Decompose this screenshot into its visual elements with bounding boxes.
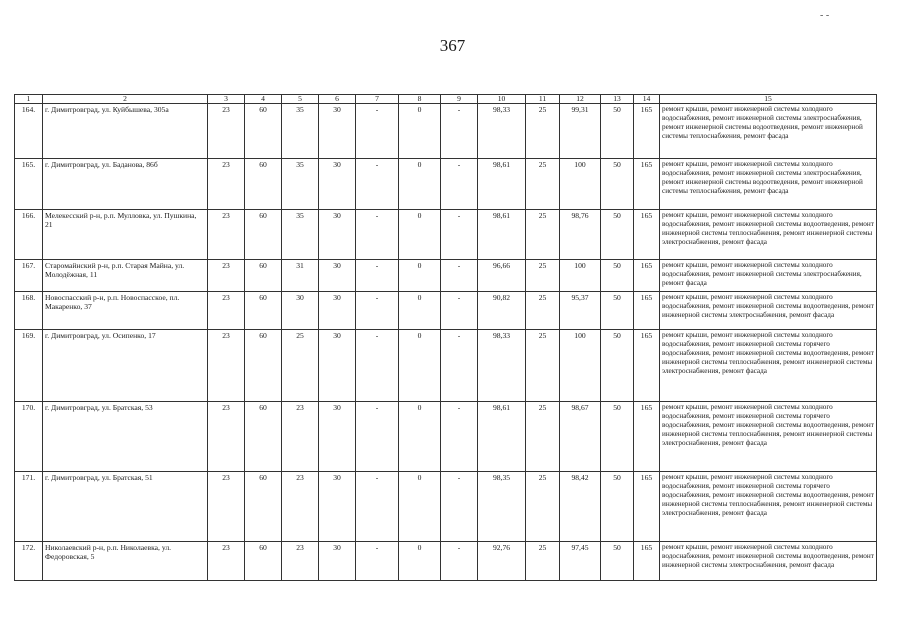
value-cell: -	[356, 472, 399, 542]
value-cell: 25	[282, 330, 319, 402]
value-cell: -	[356, 104, 399, 159]
value-cell: 25	[526, 402, 560, 472]
value-cell: 60	[245, 472, 282, 542]
value-cell: 23	[282, 402, 319, 472]
value-cell: -	[441, 472, 478, 542]
address-cell: г. Димитровград, ул. Братская, 53	[43, 402, 208, 472]
value-cell: 97,45	[560, 542, 601, 581]
value-cell: 60	[245, 292, 282, 330]
value-cell: 50	[601, 402, 634, 472]
value-cell: 98,42	[560, 472, 601, 542]
table-row	[15, 159, 877, 210]
value-cell: 50	[601, 260, 634, 292]
value-cell: 25	[526, 104, 560, 159]
works-cell: ремонт крыши, ремонт инженерной системы холодного водоснабжения, ремонт инженерной системы электроснабжения, ремонт фасада	[660, 260, 877, 292]
value-cell: 30	[319, 104, 356, 159]
works-cell: ремонт крыши, ремонт инженерной системы холодного водоснабжения, ремонт инженерной системы электроснабжения, ремонт инженерной системы водоотведения, ремонт инженерной системы теплоснабжения, ремонт фасада	[660, 104, 877, 159]
address-cell: Новоспасский р-н, р.п. Новоспасское, пл. Макаренко, 37	[43, 292, 208, 330]
value-cell: 50	[601, 330, 634, 402]
value-cell: -	[356, 402, 399, 472]
value-cell: 165	[634, 260, 660, 292]
value-cell: 30	[319, 472, 356, 542]
value-cell: -	[441, 402, 478, 472]
value-cell: 25	[526, 260, 560, 292]
value-cell: -	[356, 542, 399, 581]
value-cell: 50	[601, 542, 634, 581]
value-cell: 165	[634, 472, 660, 542]
value-cell: 30	[319, 159, 356, 210]
value-cell: 100	[560, 159, 601, 210]
value-cell: 23	[208, 402, 245, 472]
value-cell: 0	[399, 292, 441, 330]
value-cell: 23	[208, 260, 245, 292]
value-cell: 50	[601, 292, 634, 330]
value-cell: 98,33	[478, 330, 526, 402]
value-cell: 23	[208, 159, 245, 210]
value-cell: 23	[208, 330, 245, 402]
row-number: 168.	[15, 292, 43, 330]
column-header: 11	[526, 95, 560, 104]
value-cell: 98,61	[478, 210, 526, 260]
value-cell: 60	[245, 542, 282, 581]
value-cell: -	[356, 292, 399, 330]
value-cell: 98,67	[560, 402, 601, 472]
value-cell: 99,31	[560, 104, 601, 159]
value-cell: 23	[208, 542, 245, 581]
column-header: 7	[356, 95, 399, 104]
column-header: 10	[478, 95, 526, 104]
works-cell: ремонт крыши, ремонт инженерной системы холодного водоснабжения, ремонт инженерной системы водоотведения, ремонт инженерной системы электроснабжения, ремонт фасада	[660, 292, 877, 330]
value-cell: 25	[526, 210, 560, 260]
value-cell: 100	[560, 260, 601, 292]
value-cell: 96,66	[478, 260, 526, 292]
value-cell: 60	[245, 104, 282, 159]
value-cell: 90,82	[478, 292, 526, 330]
value-cell: 165	[634, 292, 660, 330]
value-cell: 31	[282, 260, 319, 292]
value-cell: -	[441, 542, 478, 581]
column-header: 9	[441, 95, 478, 104]
column-header: 4	[245, 95, 282, 104]
column-header: 2	[43, 95, 208, 104]
value-cell: 30	[319, 210, 356, 260]
value-cell: -	[356, 260, 399, 292]
works-cell: ремонт крыши, ремонт инженерной системы холодного водоснабжения, ремонт инженерной системы горячего водоснабжения, ремонт инженерной системы водоотведения, ремонт инженерной системы теплоснабжения, ремонт инженерной системы электроснабжения, ремонт фасада	[660, 402, 877, 472]
row-number: 165.	[15, 159, 43, 210]
works-cell: ремонт крыши, ремонт инженерной системы холодного водоснабжения, ремонт инженерной системы горячего водоснабжения, ремонт инженерной системы водоотведения, ремонт инженерной системы теплоснабжения, ремонт инженерной системы электроснабжения, ремонт фасада	[660, 472, 877, 542]
table-row	[15, 402, 877, 472]
column-header: 8	[399, 95, 441, 104]
value-cell: 165	[634, 330, 660, 402]
value-cell: 98,61	[478, 402, 526, 472]
value-cell: 25	[526, 472, 560, 542]
value-cell: 0	[399, 330, 441, 402]
value-cell: 92,76	[478, 542, 526, 581]
corner-mark: - -	[820, 10, 830, 21]
value-cell: -	[441, 292, 478, 330]
works-cell: ремонт крыши, ремонт инженерной системы холодного водоснабжения, ремонт инженерной системы электроснабжения, ремонт инженерной системы водоотведения, ремонт инженерной системы теплоснабжения, ремонт фасада	[660, 159, 877, 210]
value-cell: 0	[399, 210, 441, 260]
column-header: 15	[660, 95, 877, 104]
row-number: 172.	[15, 542, 43, 581]
column-number-row	[15, 95, 877, 104]
address-cell: Николаевский р-н, р.п. Николаевка, ул. Федоровская, 5	[43, 542, 208, 581]
row-number: 166.	[15, 210, 43, 260]
value-cell: 30	[319, 292, 356, 330]
value-cell: -	[441, 210, 478, 260]
value-cell: 60	[245, 210, 282, 260]
value-cell: 23	[282, 542, 319, 581]
value-cell: 25	[526, 542, 560, 581]
column-header: 5	[282, 95, 319, 104]
value-cell: 0	[399, 159, 441, 210]
column-header: 13	[601, 95, 634, 104]
value-cell: 50	[601, 104, 634, 159]
value-cell: -	[441, 104, 478, 159]
row-number: 164.	[15, 104, 43, 159]
value-cell: 165	[634, 159, 660, 210]
page-number: 367	[439, 36, 466, 55]
value-cell: 0	[399, 104, 441, 159]
value-cell: 23	[208, 472, 245, 542]
value-cell: 60	[245, 402, 282, 472]
address-cell: г. Димитровград, ул. Куйбышева, 305а	[43, 104, 208, 159]
value-cell: 35	[282, 159, 319, 210]
value-cell: 98,76	[560, 210, 601, 260]
value-cell: 23	[208, 104, 245, 159]
value-cell: 23	[282, 472, 319, 542]
value-cell: 60	[245, 159, 282, 210]
value-cell: 98,33	[478, 104, 526, 159]
table-row	[15, 104, 877, 159]
column-header: 3	[208, 95, 245, 104]
value-cell: -	[356, 159, 399, 210]
value-cell: -	[441, 159, 478, 210]
value-cell: 50	[601, 159, 634, 210]
value-cell: 50	[601, 472, 634, 542]
register-table	[14, 94, 877, 581]
value-cell: -	[441, 330, 478, 402]
value-cell: 98,61	[478, 159, 526, 210]
address-cell: Мелекесский р-н, р.п. Мулловка, ул. Пушкина, 21	[43, 210, 208, 260]
works-cell: ремонт крыши, ремонт инженерной системы холодного водоснабжения, ремонт инженерной системы горячего водоснабжения, ремонт инженерной системы водоотведения, ремонт инженерной системы теплоснабжения, ремонт инженерной системы электроснабжения, ремонт фасада	[660, 330, 877, 402]
value-cell: 165	[634, 104, 660, 159]
row-number: 167.	[15, 260, 43, 292]
value-cell: 0	[399, 402, 441, 472]
value-cell: 95,37	[560, 292, 601, 330]
address-cell: г. Димитровград, ул. Баданова, 86б	[43, 159, 208, 210]
address-cell: Старомайнский р-н, р.п. Старая Майна, ул. Молодёжная, 11	[43, 260, 208, 292]
table-row	[15, 542, 877, 581]
value-cell: 23	[208, 292, 245, 330]
value-cell: 0	[399, 260, 441, 292]
value-cell: -	[356, 210, 399, 260]
value-cell: 30	[319, 330, 356, 402]
value-cell: 25	[526, 330, 560, 402]
column-header: 14	[634, 95, 660, 104]
table-row	[15, 330, 877, 402]
table-row	[15, 210, 877, 260]
works-cell: ремонт крыши, ремонт инженерной системы холодного водоснабжения, ремонт инженерной системы водоотведения, ремонт инженерной системы электроснабжения, ремонт фасада	[660, 542, 877, 581]
value-cell: 60	[245, 330, 282, 402]
value-cell: 165	[634, 210, 660, 260]
value-cell: 30	[319, 260, 356, 292]
column-header: 6	[319, 95, 356, 104]
value-cell: 35	[282, 210, 319, 260]
address-cell: г. Димитровград, ул. Осипенко, 17	[43, 330, 208, 402]
value-cell: 23	[208, 210, 245, 260]
value-cell: 30	[282, 292, 319, 330]
value-cell: 25	[526, 292, 560, 330]
value-cell: 60	[245, 260, 282, 292]
value-cell: 100	[560, 330, 601, 402]
table-row	[15, 292, 877, 330]
value-cell: 165	[634, 542, 660, 581]
value-cell: 35	[282, 104, 319, 159]
row-number: 170.	[15, 402, 43, 472]
works-cell: ремонт крыши, ремонт инженерной системы холодного водоснабжения, ремонт инженерной системы водоотведения, ремонт инженерной системы теплоснабжения, ремонт инженерной системы электроснабжения, ремонт фасада	[660, 210, 877, 260]
value-cell: 0	[399, 472, 441, 542]
value-cell: 0	[399, 542, 441, 581]
value-cell: 30	[319, 402, 356, 472]
value-cell: 50	[601, 210, 634, 260]
column-header: 12	[560, 95, 601, 104]
column-header: 1	[15, 95, 43, 104]
table-row	[15, 260, 877, 292]
row-number: 169.	[15, 330, 43, 402]
value-cell: 30	[319, 542, 356, 581]
value-cell: -	[441, 260, 478, 292]
value-cell: 98,35	[478, 472, 526, 542]
value-cell: 25	[526, 159, 560, 210]
table-row	[15, 472, 877, 542]
value-cell: -	[356, 330, 399, 402]
row-number: 171.	[15, 472, 43, 542]
address-cell: г. Димитровград, ул. Братская, 51	[43, 472, 208, 542]
value-cell: 165	[634, 402, 660, 472]
